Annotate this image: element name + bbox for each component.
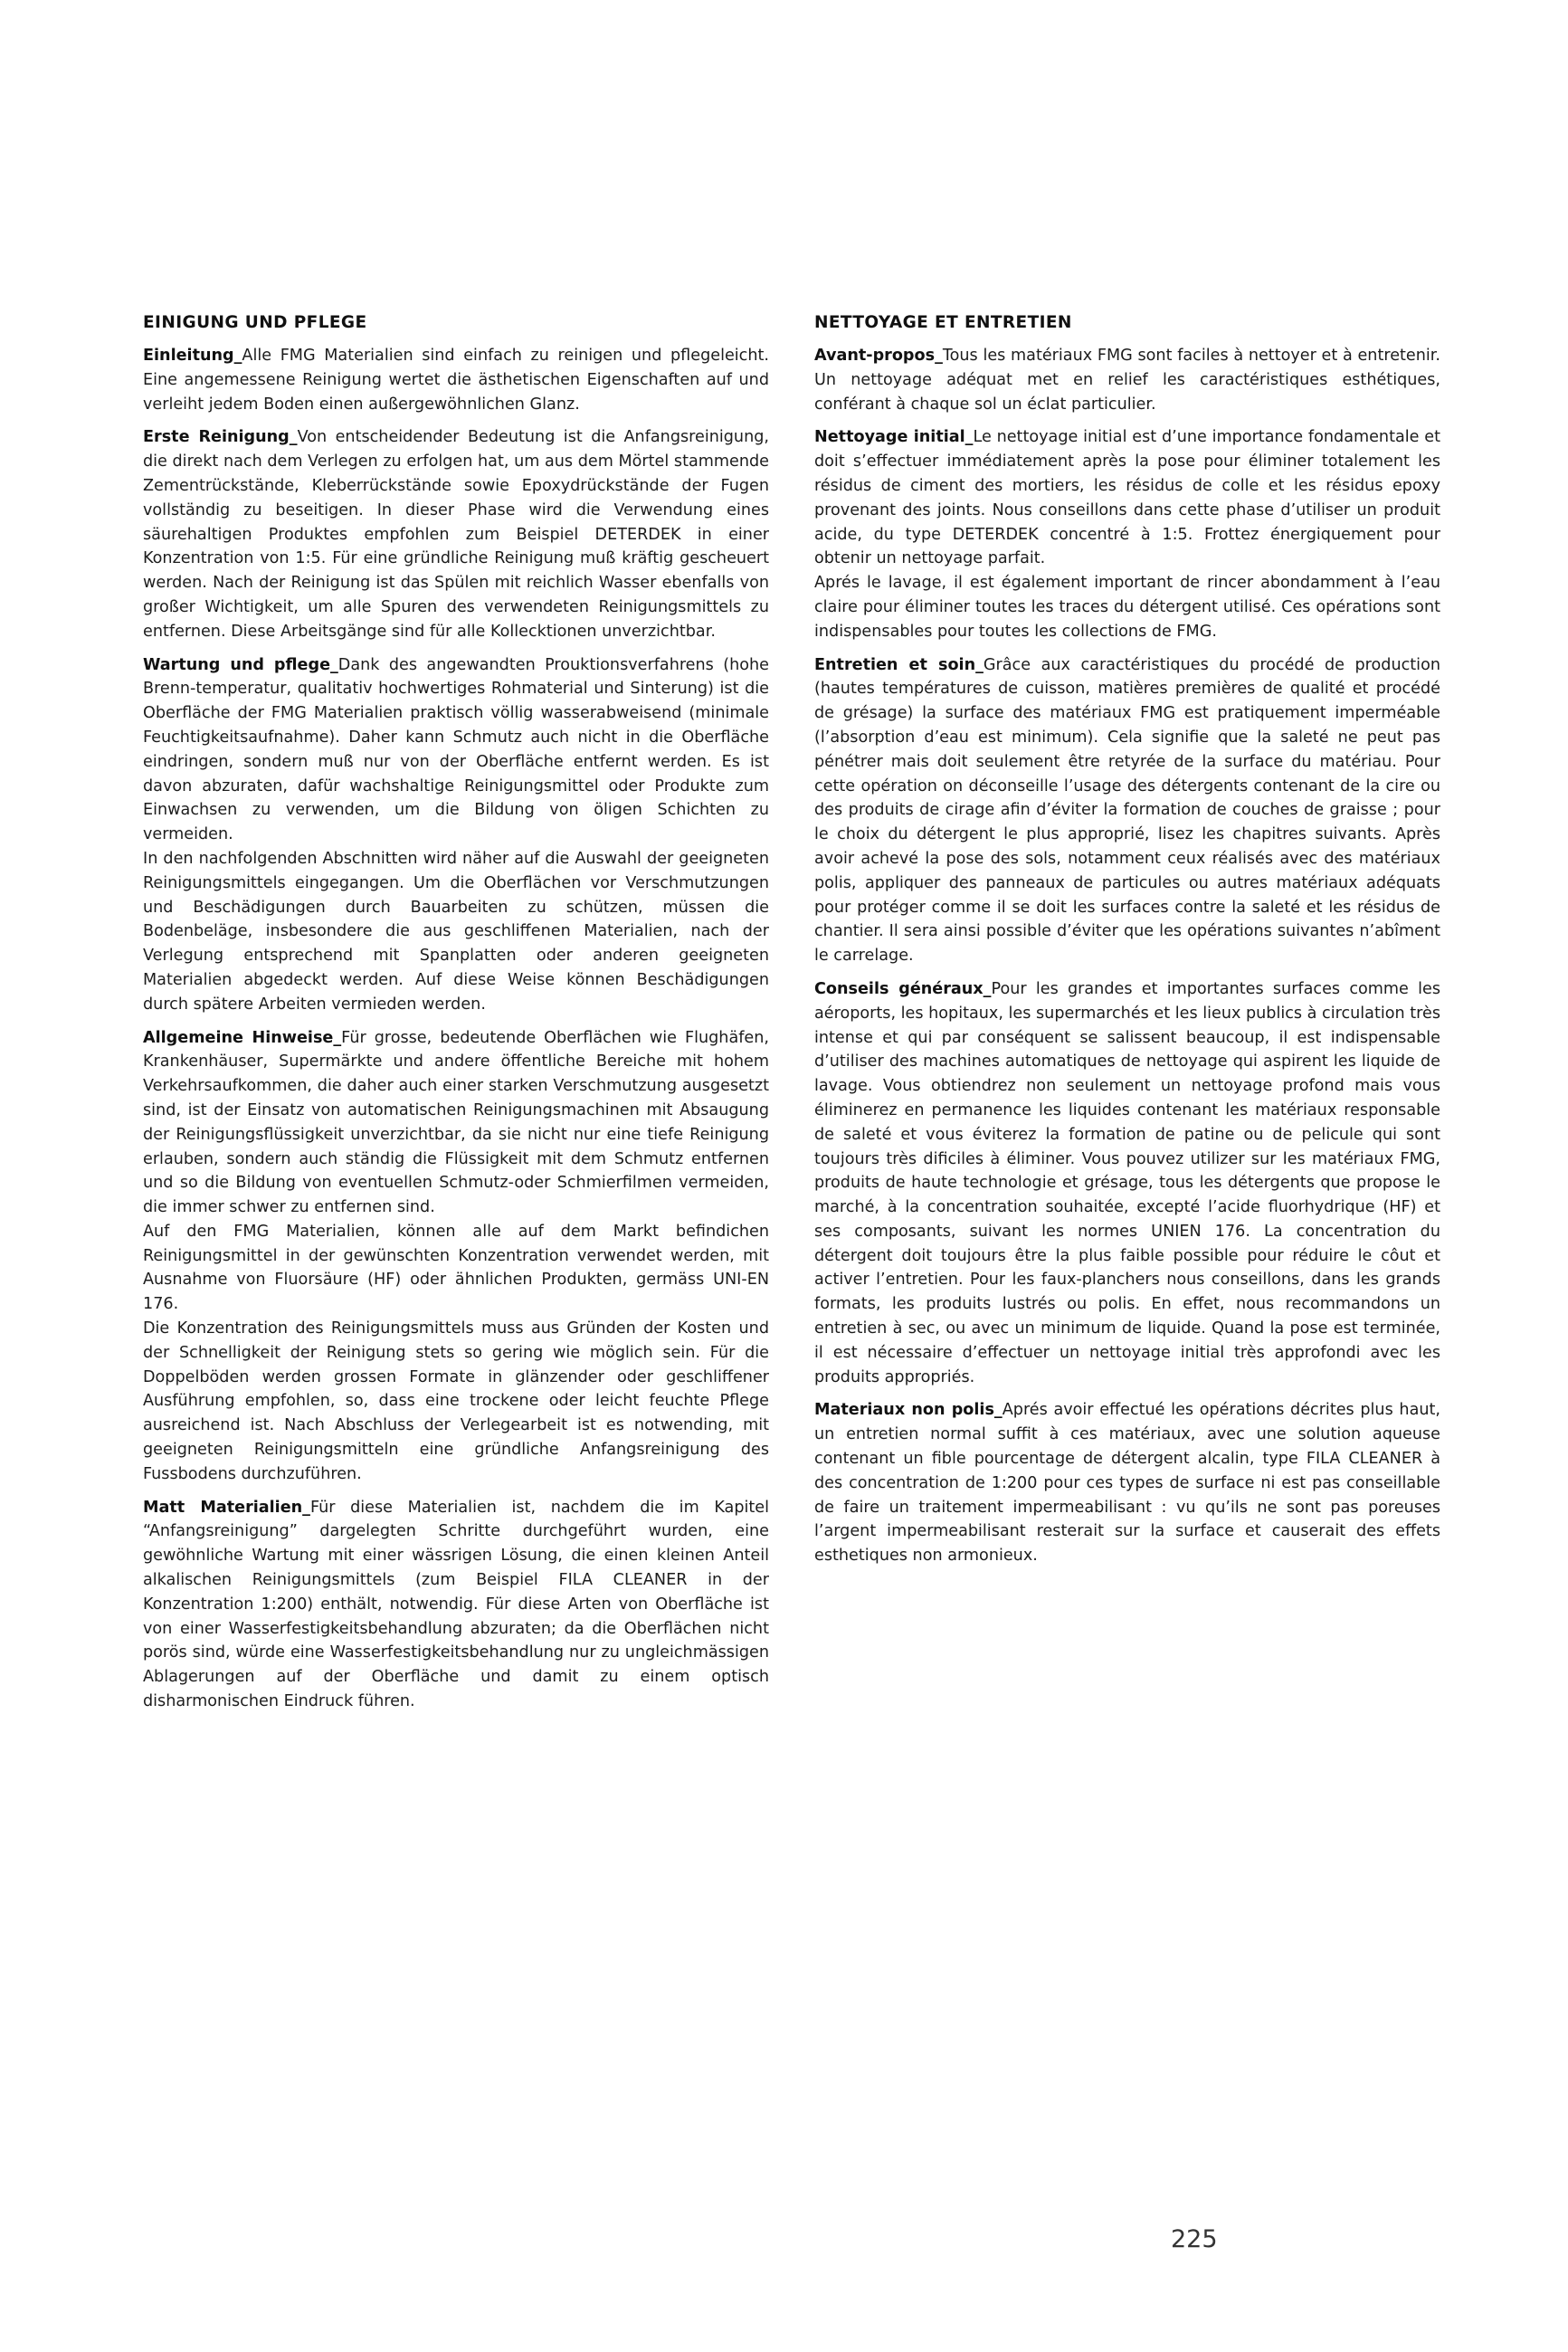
text-einleitung: Alle FMG Materialien sind einfach zu reinigen und pflegeleicht. Eine angemessene Reinigung wertet die ästhetischen Eigenschaften auf und verleiht jedem Boden einen außergewöhnlichen Glanz. [143, 347, 769, 414]
paragraph-wartung-cont [143, 847, 769, 1017]
lead-matt: Matt Materialien_ [143, 1498, 310, 1517]
paragraph-non-polis [814, 1398, 1440, 1568]
lead-non-polis: Materiaux non polis_ [814, 1401, 1003, 1420]
text-allgemeine: Für grosse, bedeutende Oberflächen wie Flughäfen, Krankenhäuser, Supermärkte und andere öffentliche Bereiche mit hohem Verkehrsaufkommen, die daher auch einer starken Verschmutzung ausgesetzt sind, ist der Einsatz von automatischen Reinigungsmachinen mit Absaugung der Reinigungsflüssigkeit unverzichtbar, da sie nicht nur eine tiefe Reinigung erlauben, sondern auch ständig die Flüssigkeit mit dem Schmutz entfernen und so die Bildung von eventuellen Schmutz-oder Schmierfilmen vermeiden, die immer schwer zu entfernen sind. [143, 1028, 769, 1217]
text-avant-propos: Tous les matériaux FMG sont faciles à nettoyer et à entretenir. Un nettoyage adéquat met en relief les caractéristiques esthétiques, conférant à chaque sol un éclat particulier. [814, 347, 1440, 414]
lead-avant-propos: Avant-propos_ [814, 347, 943, 365]
page-number: 225 [1171, 2225, 1218, 2253]
lead-wartung: Wartung und pflege_ [143, 655, 338, 674]
paragraph-allgemeine-cont-2 [143, 1317, 769, 1487]
paragraph-matt [143, 1496, 769, 1714]
french-heading: NETTOYAGE ET ENTRETIEN [814, 313, 1072, 332]
lead-erste-reinigung: Erste Reinigung_ [143, 428, 298, 447]
paragraph-entretien [814, 653, 1440, 968]
lead-entretien: Entretien et soin_ [814, 655, 984, 674]
lead-conseils: Conseils généraux_ [814, 979, 992, 998]
lead-nettoyage-initial: Nettoyage initial_ [814, 428, 974, 447]
text-nettoyage-cont: Aprés le lavage, il est également important de rincer abondamment à l’eau claire pour éliminer toutes les traces du détergent utilisé. Ces opérations sont indispensables pour toutes les collections de FMG. [814, 574, 1440, 641]
german-column [143, 313, 769, 1723]
text-wartung: Dank des angewandten Prouktionsverfahrens (hohe Brenn-temperatur, qualitativ hochwertiges Rohmaterial und Sinterung) ist die Oberfläche der FMG Materialien praktisch völlig wasserabweisend (minimale Feuchtigkeitsaufnahme). Daher kann Schmutz auch nicht in die Oberfläche eindringen, sondern muß nur von der Oberfläche entfernt werden. Es ist davon abzuraten, dafür wachshaltige Reinigungsmittel oder Produkte zum Einwachsen zu verwenden, um die Bildung von öligen Schichten zu vermeiden. [143, 655, 769, 844]
text-wartung-cont: In den nachfolgenden Abschnitten wird näher auf die Auswahl der geeigneten Reinigungsmittels eingegangen. Um die Oberflächen vor Verschmutzungen und Beschädigungen durch Bauarbeiten zu schützen, müssen die Bodenbeläge, insbesondere die aus geschliffenen Materialien, nach der Verlegung entsprechend mit Spanplatten oder anderen geeigneten Materialien abgedeckt werden. Auf diese Weise können Beschädigungen durch spätere Arbeiten vermieden werden. [143, 849, 769, 1014]
french-column [814, 313, 1440, 1577]
text-allgemeine-cont-1: Auf den FMG Materialien, können alle auf dem Markt befindichen Reinigungsmittel in der gewünschten Konzentration verwendet werden, mit Ausnahme von Fluorsäure (HF) oder ähnlichen Produkten, germäss UNI-EN 176. [143, 1222, 769, 1314]
lead-allgemeine: Allgemeine Hinweise_ [143, 1028, 342, 1047]
paragraph-nettoyage-initial [814, 425, 1440, 571]
text-matt: Für diese Materialien ist, nachdem die im Kapitel “Anfangsreinigung” dargelegten Schritte durchgeführt wurden, eine gewöhnliche Wartung mit einer wässrigen Lösung, die einen kleinen Anteil alkalischen Reinigungsmittels (zum Beispiel FILA CLEANER in der Konzentration 1:200) enthält, notwendig. Für diese Arten von Oberfläche ist von einer Wasserfestigkeitsbehandlung abzuraten; da die Oberflächen nicht porös sind, würde eine Wasserfestigkeitsbehandlung nur zu ungleichmässigen Ablagerungen auf der Oberfläche und damit zu einem optisch disharmonischen Eindruck führen. [143, 1498, 769, 1711]
german-heading: EINIGUNG UND PFLEGE [143, 313, 367, 332]
paragraph-avant-propos [814, 344, 1440, 416]
text-allgemeine-cont-2: Die Konzentration des Reinigungsmittels muss aus Gründen der Kosten und der Schnelligkeit der Reinigung stets so gering wie möglich sein. Für die Doppelböden werden grossen Formate in glänzender oder geschliffener Ausführung empfohlen, so, dass eine trockene oder leicht feuchte Pflege ausreichend ist. Nach Abschluss der Verlegearbeit ist es notwending, mit geeigneten Reinigungsmitteln eine gründliche Anfangsreinigung des Fussbodens durchzuführen. [143, 1319, 769, 1483]
paragraph-conseils [814, 977, 1440, 1390]
text-erste-reinigung: Von entscheidender Bedeutung ist die Anfangsreinigung, die direkt nach dem Verlegen zu erfolgen hat, um aus dem Mörtel stammende Zementrückstände, Kleberrückstände sowie Epoxydrückstände der Fugen vollständig zu beseitigen. In dieser Phase wird die Verwendung eines säurehaltigen Produktes empfohlen zum Beispiel DETERDEK in einer Konzentration von 1:5. Für eine gründliche Reinigung muß kräftig gescheuert werden. Nach der Reinigung ist das Spülen mit reichlich Wasser ebenfalls von großer Wichtigkeit, um alle Spuren des verwendeten Reinigungsmittels zu entfernen. Diese Arbeitsgänge sind für alle Kollecktionen unverzichtbar. [143, 428, 769, 641]
text-conseils: Pour les grandes et importantes surfaces comme les aéroports, les hopitaux, les supermarchés et les lieux publics à circulation très intense et qui par conséquent se salissent beaucoup, il est indispensable d’utiliser des machines automatiques de nettoyage qui aspirent les liquide de lavage. Vous obtiendrez non seulement un nettoyage profond mais vous éliminerez en permanence les liquides contenant les matériaux responsable de saleté et vous éviterez la formation de patine ou de pelicule qui sont toujours très dificiles à éliminer. Vous pouvez utilizer sur les matériaux FMG, produits de haute technologie et grésage, tous les détergents que propose le marché, à la concentration souhaitée, excepté l’acide fluorhydrique (HF) et ses composants, suivant les normes UNIEN 176. La concentration du détergent doit toujours être la plus faible possible pour réduire le côut et activer l’entretien. Pour les faux-planchers nous conseillons, dans les grands formats, les produits lustrés ou polis. En effet, nous recommandons un entretien à sec, ou avec un minimum de liquide. Quand la pose est terminée, il est nécessaire d’effectuer un nettoyage initial très approfondi avec les produits appropriés. [814, 979, 1441, 1386]
paragraph-allgemeine-cont-1 [143, 1220, 769, 1317]
paragraph-wartung [143, 653, 769, 847]
text-non-polis: Aprés avoir effectué les opérations décrites plus haut, un entretien normal suffit à ces matériaux, avec une solution aqueuse contenant un fible pourcentage de détergent alcalin, type FILA CLEANER à des concentration de 1:200 pour ces types de surface ni est pas conseillable de faire un traitement impermeabilisant : vu qu’ils ne sont pas poreuses l’argent impermeabilisant resterait sur la surface et causerait des effets esthetiques non armonieux. [814, 1401, 1440, 1566]
lead-einleitung: Einleitung_ [143, 347, 242, 365]
paragraph-allgemeine [143, 1026, 769, 1220]
paragraph-erste-reinigung [143, 425, 769, 643]
text-entretien: Grâce aux caractéristiques du procédé de production (hautes températures de cuisson, matières premières de qualité et procédé de grésage) la surface des matériaux FMG est pratiquement imperméable (l’absorption d’eau est minimum). Cela signifie que la saleté ne peut pas pénétrer mais doit seulement être retyrée de la surface du matériau. Pour cette opération on déconseille l’usage des détergents contenant de la cire ou des produits de cirage afin d’éviter la formation de couches de graisse ; pour le choix du détergent le plus approprié, lisez les chapitres suivants. Après avoir achevé la pose des sols, notamment ceux réalisés avec des matériaux polis, appliquer des panneaux de particules ou autres matériaux adéquats pour protéger comme il se doit les surfaces contre la saleté et les résidus de chantier. Il sera ainsi possible d’éviter que les opérations suivantes n’abîment le carrelage. [814, 655, 1440, 966]
paragraph-einleitung [143, 344, 769, 416]
text-nettoyage-initial: Le nettoyage initial est d’une importance fondamentale et doit s’effectuer immédiatement après la pose pour éliminer totalement les résidus de ciment des mortiers, les résidus de colle et les résidus epoxy provenant des joints. Nous conseillons dans cette phase d’utiliser un produit acide, du type DETERDEK concentré à 1:5. Frottez énergiquement pour obtenir un nettoyage parfait. [814, 428, 1440, 568]
paragraph-nettoyage-cont [814, 571, 1440, 643]
